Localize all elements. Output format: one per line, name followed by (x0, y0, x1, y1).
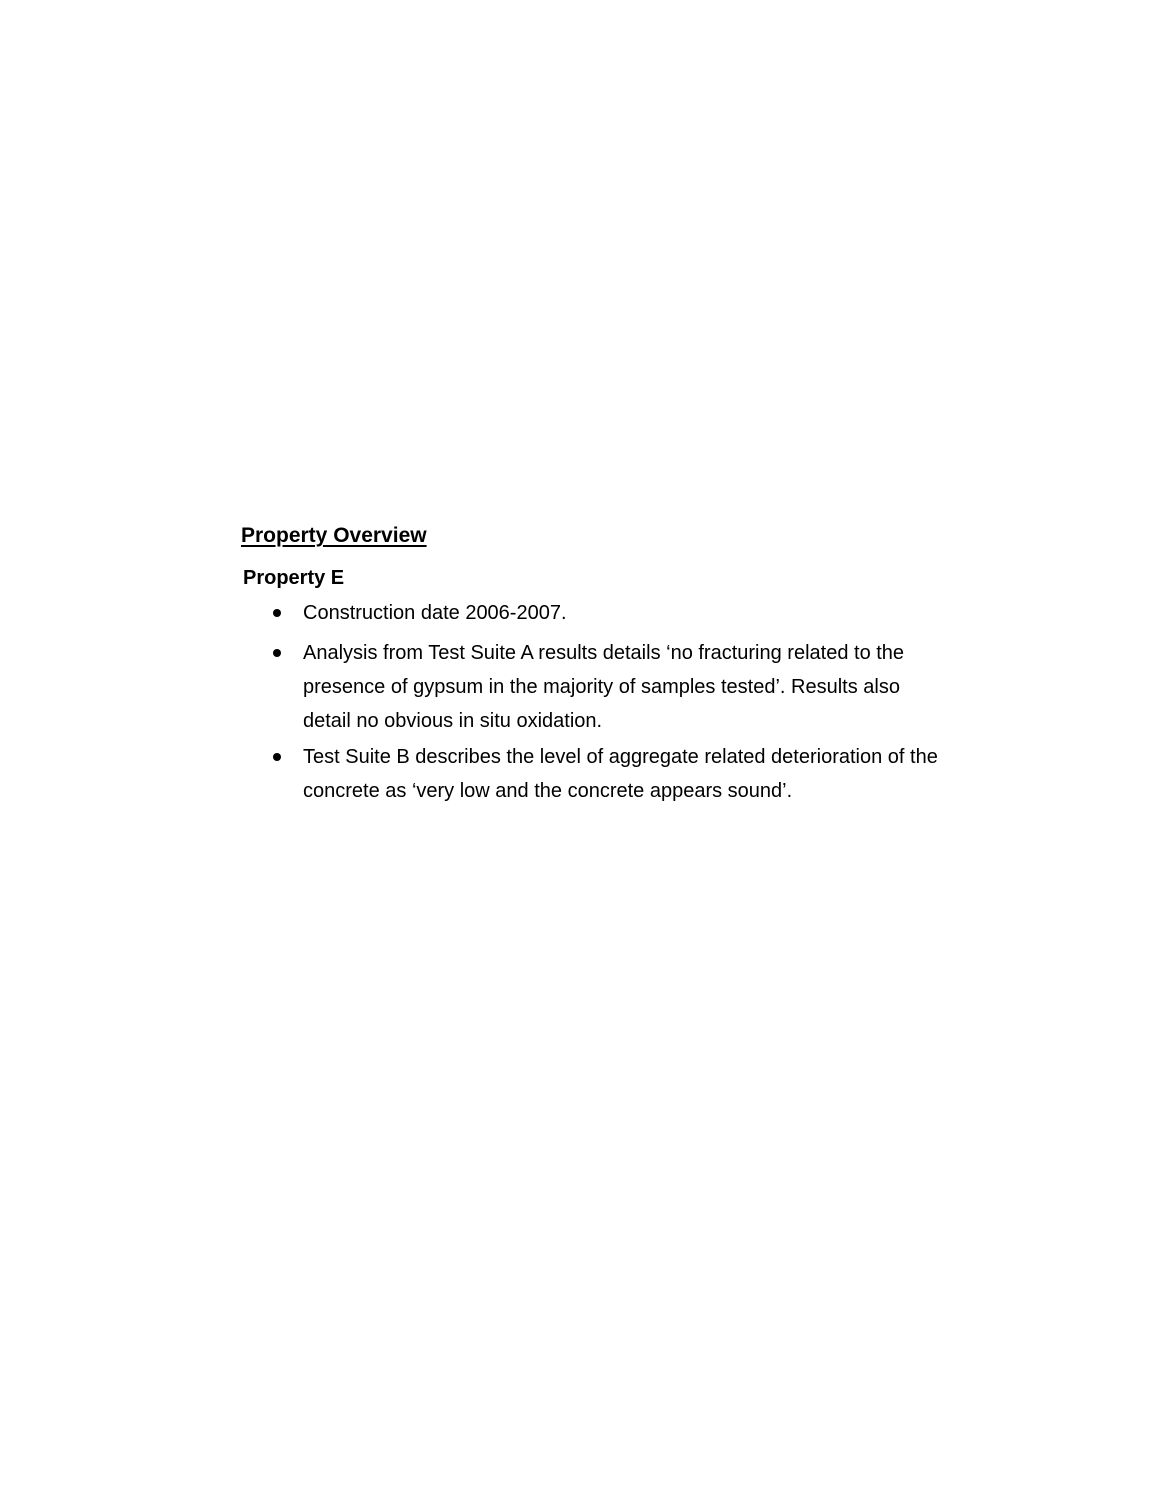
bullet-text: Construction date 2006-2007. (303, 602, 567, 624)
property-heading: Property E (243, 567, 345, 589)
section-title: Property Overview (241, 524, 427, 547)
bullet-icon (273, 609, 281, 617)
bullet-text: Test Suite B describes the level of aggregate related deterioration of the concrete as ‘very low and the concrete appears sound’. (303, 746, 938, 802)
bullet-text: Analysis from Test Suite A results details ‘no fracturing related to the presence of gypsum in the majority of samples tested’. Results also detail no obvious in situ oxidation. (303, 642, 905, 732)
bullet-icon (273, 649, 281, 657)
bullet-icon (273, 753, 281, 761)
